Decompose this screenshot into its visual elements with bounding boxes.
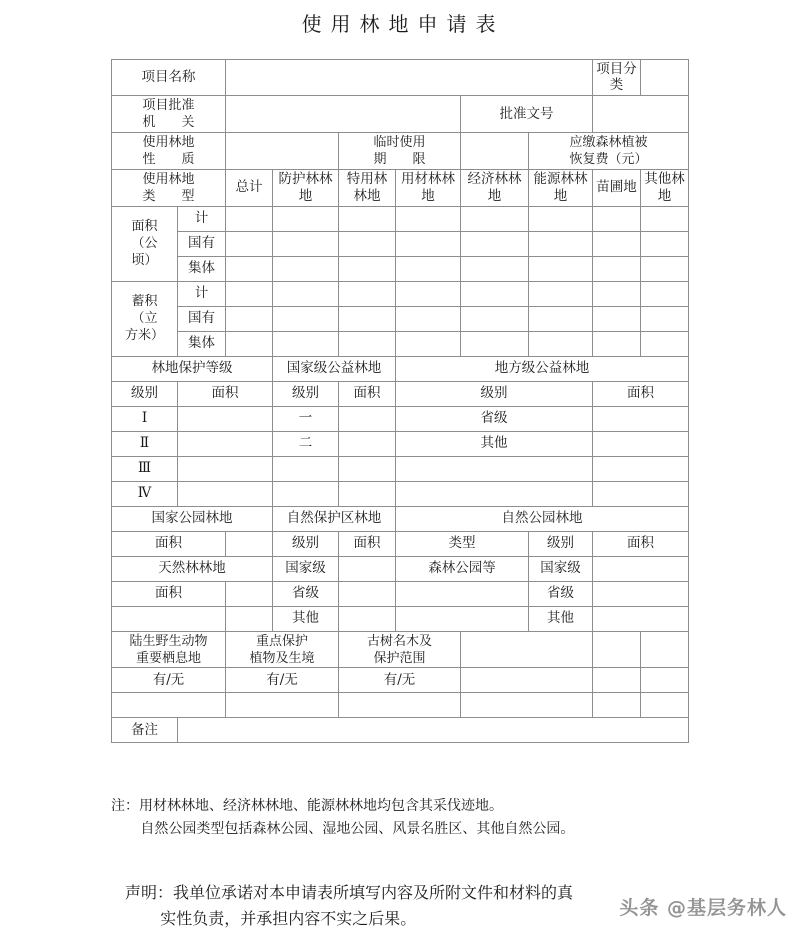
volume-total-cell[interactable] [461, 281, 529, 306]
protection-area-cell[interactable] [178, 456, 273, 481]
national-grade-value: 二 [273, 431, 339, 456]
park-area-cell[interactable] [593, 556, 689, 581]
page-title: 使用林地申请表 [301, 12, 505, 36]
volume-block-label-line1: 蓄积 [131, 294, 158, 310]
protection-subheader-area: 面积 [178, 381, 273, 406]
volume-collective-cell[interactable] [339, 331, 396, 356]
table-row-volume-collective [112, 331, 689, 356]
table-row-area-state-owned [112, 231, 689, 256]
column-header-other-forest: 其他林地 [641, 169, 689, 206]
temporary-use-period-label-line1: 临时使用 [373, 134, 426, 150]
project-name-value[interactable] [226, 60, 593, 96]
wildlife-header-line1: 古树名木及 [366, 633, 432, 649]
table-row-project-name [112, 60, 689, 96]
column-header-economic-forest: 经济林林地 [461, 169, 529, 206]
national-area-cell[interactable] [339, 406, 396, 431]
area-state-cell[interactable] [641, 231, 689, 256]
remark-value[interactable] [178, 718, 689, 743]
land-nature-label [112, 132, 226, 169]
local-area-cell[interactable] [593, 456, 689, 481]
park-level-national: 国家级 [529, 556, 593, 581]
reserve-level-other: 其他 [273, 606, 339, 631]
table-row-protection-grade-2 [112, 431, 689, 456]
volume-total-cell[interactable] [273, 281, 339, 306]
protection-subheader-local-grade: 级别 [396, 381, 593, 406]
table-row-wildlife-headers [112, 631, 689, 668]
volume-state-cell[interactable] [226, 306, 273, 331]
table-row-protection-grade-3 [112, 456, 689, 481]
natural-forest-extra-cell[interactable] [226, 606, 273, 631]
volume-state-cell[interactable] [593, 306, 641, 331]
volume-state-cell[interactable] [396, 306, 461, 331]
wildlife-value-terrestrial-habitat[interactable]: 有/无 [112, 668, 226, 693]
temporary-use-period-label [339, 132, 461, 169]
watermark: 头条 @基层务林人 [619, 897, 787, 919]
land-nature-value[interactable] [226, 132, 339, 169]
table-row-natural-forest-area [112, 581, 689, 606]
area-collective-cell[interactable] [641, 256, 689, 281]
wildlife-header-extra-cell[interactable] [641, 631, 689, 668]
land-type-label-line2: 类 型 [142, 188, 195, 204]
table-row-wildlife-values [112, 668, 689, 693]
local-grade-value: 其他 [396, 431, 593, 456]
area-collective-cell[interactable] [396, 256, 461, 281]
volume-row-label-state-owned: 国有 [178, 306, 226, 331]
area-collective-cell[interactable] [593, 256, 641, 281]
remark-label: 备注 [112, 718, 178, 743]
wildlife-value-extra-cell[interactable] [593, 668, 641, 693]
reserve-area-cell[interactable] [339, 581, 396, 606]
volume-block-label-line2: （立 [131, 311, 158, 327]
local-area-cell[interactable] [593, 406, 689, 431]
volume-state-cell[interactable] [641, 306, 689, 331]
table-row-natural-forest-extra [112, 606, 689, 631]
wildlife-value-protected-plants[interactable]: 有/无 [226, 668, 339, 693]
reserve-area-cell[interactable] [339, 606, 396, 631]
approval-doc-no-value[interactable] [593, 95, 689, 132]
national-grade-value[interactable] [273, 456, 339, 481]
volume-state-cell[interactable] [461, 306, 529, 331]
area-state-cell[interactable] [273, 231, 339, 256]
table-row-volume-state-owned [112, 306, 689, 331]
parks-group-title-national-park: 国家公园林地 [112, 506, 273, 531]
local-grade-value[interactable] [396, 481, 593, 506]
national-area-cell[interactable] [339, 456, 396, 481]
volume-block-label [112, 281, 178, 356]
national-area-cell[interactable] [339, 431, 396, 456]
table-row-remark [112, 718, 689, 743]
volume-collective-cell[interactable] [226, 331, 273, 356]
volume-collective-cell[interactable] [593, 331, 641, 356]
natural-forest-area-cell[interactable] [226, 581, 273, 606]
protection-subheader-grade: 级别 [112, 381, 178, 406]
wildlife-header-extra-cell[interactable] [461, 631, 593, 668]
table-row-natural-forest-title [112, 556, 689, 581]
wildlife-header-line1: 重点保护 [255, 633, 308, 649]
temporary-use-period-label-line2: 期 限 [373, 151, 426, 167]
protection-subheader-local-area: 面积 [593, 381, 689, 406]
wildlife-blank-cell[interactable] [641, 693, 689, 718]
park-type-forest-park: 森林公园等 [396, 556, 529, 581]
project-category-label: 项目分类 [593, 60, 641, 96]
volume-collective-cell[interactable] [529, 331, 593, 356]
area-collective-cell[interactable] [226, 256, 273, 281]
national-grade-value[interactable] [273, 481, 339, 506]
protection-area-cell[interactable] [178, 481, 273, 506]
area-row-label-total: 计 [178, 206, 226, 231]
volume-row-label-total: 计 [178, 281, 226, 306]
volume-state-cell[interactable] [339, 306, 396, 331]
area-total-cell[interactable] [396, 206, 461, 231]
volume-total-cell[interactable] [641, 281, 689, 306]
wildlife-header-terrestrial-habitat [112, 631, 226, 668]
declaration-line-1: 声明：我单位承诺对本申请表所填写内容及所附文件和材料的真 [125, 883, 574, 902]
approval-authority-label [112, 95, 226, 132]
area-block-label-line1: 面积 [131, 219, 158, 235]
volume-collective-cell[interactable] [461, 331, 529, 356]
protection-subheader-national-area: 面积 [339, 381, 396, 406]
volume-state-cell[interactable] [529, 306, 593, 331]
area-total-cell[interactable] [461, 206, 529, 231]
table-row-protection-subheaders [112, 381, 689, 406]
wildlife-blank-cell[interactable] [461, 693, 593, 718]
parks-group-title-nature-reserve: 自然保护区林地 [273, 506, 396, 531]
local-area-cell[interactable] [593, 481, 689, 506]
local-grade-value[interactable] [396, 456, 593, 481]
approval-authority-label-line2: 机 关 [142, 114, 195, 130]
column-header-timber-forest: 用材林林地 [396, 169, 461, 206]
natural-forest-extra-cell[interactable] [112, 606, 226, 631]
volume-block-label-line3: 方米） [124, 328, 164, 344]
parks-subheader-area: 面积 [112, 531, 226, 556]
footer-notes [111, 795, 711, 841]
table-row-land-nature [112, 132, 689, 169]
approval-doc-no-label: 批准文号 [461, 95, 593, 132]
local-grade-value: 省级 [396, 406, 593, 431]
declaration-line-2: 实性负责，并承担内容不实之后果。 [160, 908, 417, 928]
natural-forest-title: 天然林林地 [112, 556, 273, 581]
area-total-cell[interactable] [273, 206, 339, 231]
volume-collective-cell[interactable] [273, 331, 339, 356]
reserve-level-provincial: 省级 [273, 581, 339, 606]
protection-grade-value: Ⅱ [112, 431, 178, 456]
volume-total-cell[interactable] [593, 281, 641, 306]
wildlife-blank-cell[interactable] [112, 693, 226, 718]
land-type-label [112, 169, 226, 206]
project-category-value[interactable] [641, 60, 689, 96]
parks-subheader-park-type: 类型 [396, 531, 529, 556]
column-header-special-use-forest: 特用林林地 [339, 169, 396, 206]
area-block-label [112, 206, 178, 281]
volume-total-cell[interactable] [396, 281, 461, 306]
area-state-cell[interactable] [339, 231, 396, 256]
protection-area-cell[interactable] [178, 406, 273, 431]
table-row-approval-authority [112, 95, 689, 132]
wildlife-value-extra-cell[interactable] [461, 668, 593, 693]
park-area-cell[interactable] [593, 581, 689, 606]
protection-grade-value: Ⅲ [112, 456, 178, 481]
table-row-volume-total [112, 281, 689, 306]
park-level-provincial: 省级 [529, 581, 593, 606]
national-park-area-cell[interactable] [226, 531, 273, 556]
table-row-protection-group-titles [112, 356, 689, 381]
wildlife-value-extra-cell[interactable] [641, 668, 689, 693]
wildlife-header-line2: 保护范围 [373, 650, 426, 666]
area-state-cell[interactable] [593, 231, 641, 256]
table-row-area-collective [112, 256, 689, 281]
table-row-wildlife-blank [112, 693, 689, 718]
column-header-nursery: 苗圃地 [593, 169, 641, 206]
area-state-cell[interactable] [396, 231, 461, 256]
wildlife-header-extra-cell[interactable] [593, 631, 641, 668]
land-type-label-line1: 使用林地 [142, 171, 195, 187]
protection-subheader-national-grade: 级别 [273, 381, 339, 406]
parks-subheader-reserve-area: 面积 [339, 531, 396, 556]
area-state-cell[interactable] [529, 231, 593, 256]
approval-authority-value[interactable] [226, 95, 461, 132]
area-total-cell[interactable] [226, 206, 273, 231]
parks-subheader-park-grade: 级别 [529, 531, 593, 556]
area-collective-cell[interactable] [461, 256, 529, 281]
area-block-label-line2: （公 [131, 236, 158, 252]
area-total-cell[interactable] [529, 206, 593, 231]
area-collective-cell[interactable] [529, 256, 593, 281]
temporary-use-period-value[interactable] [461, 132, 529, 169]
wildlife-value-ancient-trees[interactable]: 有/无 [339, 668, 461, 693]
area-collective-cell[interactable] [273, 256, 339, 281]
natural-forest-area-label: 面积 [112, 581, 226, 606]
parks-subheader-reserve-grade: 级别 [273, 531, 339, 556]
volume-collective-cell[interactable] [396, 331, 461, 356]
park-type-cell[interactable] [396, 606, 529, 631]
wildlife-blank-cell[interactable] [339, 693, 461, 718]
forest-land-application-table [111, 59, 689, 743]
project-name-label: 项目名称 [112, 60, 226, 96]
national-area-cell[interactable] [339, 481, 396, 506]
area-total-cell[interactable] [593, 206, 641, 231]
land-nature-label-line2: 性 质 [142, 151, 195, 167]
protection-grade-value: Ⅳ [112, 481, 178, 506]
vegetation-restoration-fee-label-line1: 应缴森林植被 [569, 134, 648, 150]
footer-note-1: 注：用材林林地、经济林林地、能源林林地均包含其采伐迹地。 [111, 798, 503, 814]
protection-group-title-local-public: 地方级公益林地 [396, 356, 689, 381]
wildlife-header-ancient-trees [339, 631, 461, 668]
vegetation-restoration-fee-label-line2: 恢复费（元） [569, 151, 648, 167]
volume-total-cell[interactable] [529, 281, 593, 306]
reserve-level-national: 国家级 [273, 556, 339, 581]
column-header-total: 总计 [226, 169, 273, 206]
volume-total-cell[interactable] [226, 281, 273, 306]
area-collective-cell[interactable] [339, 256, 396, 281]
parks-subheader-park-area: 面积 [593, 531, 689, 556]
protection-area-cell[interactable] [178, 431, 273, 456]
local-area-cell[interactable] [593, 431, 689, 456]
volume-state-cell[interactable] [273, 306, 339, 331]
national-grade-value: 一 [273, 406, 339, 431]
wildlife-header-protected-plants [226, 631, 339, 668]
table-row-parks-group-titles [112, 506, 689, 531]
footer-note-2: 自然公园类型包括森林公园、湿地公园、风景名胜区、其他自然公园。 [140, 821, 575, 838]
area-total-cell[interactable] [339, 206, 396, 231]
column-header-energy-forest: 能源林林地 [529, 169, 593, 206]
land-nature-label-line1: 使用林地 [142, 134, 195, 150]
area-block-label-line3: 顷） [131, 253, 158, 269]
wildlife-header-line2: 植物及生境 [249, 650, 315, 666]
area-row-label-state-owned: 国有 [178, 231, 226, 256]
protection-grade-value: Ⅰ [112, 406, 178, 431]
area-row-label-collective: 集体 [178, 256, 226, 281]
protection-group-title-forest-grade: 林地保护等级 [112, 356, 273, 381]
volume-row-label-collective: 集体 [178, 331, 226, 356]
area-state-cell[interactable] [461, 231, 529, 256]
column-header-protection-forest: 防护林林地 [273, 169, 339, 206]
table-row-land-type-header [112, 169, 689, 206]
parks-group-title-nature-park: 自然公园林地 [396, 506, 689, 531]
protection-group-title-national-public: 国家级公益林地 [273, 356, 396, 381]
wildlife-header-line2: 重要栖息地 [135, 650, 201, 666]
area-state-cell[interactable] [226, 231, 273, 256]
vegetation-restoration-fee-label [529, 132, 689, 169]
table-row-protection-grade-1 [112, 406, 689, 431]
wildlife-blank-cell[interactable] [593, 693, 641, 718]
area-total-cell[interactable] [641, 206, 689, 231]
park-type-cell[interactable] [396, 581, 529, 606]
park-level-other: 其他 [529, 606, 593, 631]
volume-collective-cell[interactable] [641, 331, 689, 356]
park-area-cell[interactable] [593, 606, 689, 631]
volume-total-cell[interactable] [339, 281, 396, 306]
wildlife-header-line1: 陆生野生动物 [129, 633, 208, 649]
table-row-parks-subheaders [112, 531, 689, 556]
table-row-area-total [112, 206, 689, 231]
reserve-area-cell[interactable] [339, 556, 396, 581]
wildlife-blank-cell[interactable] [226, 693, 339, 718]
table-row-protection-grade-4 [112, 481, 689, 506]
approval-authority-label-line1: 项目批准 [142, 97, 195, 113]
